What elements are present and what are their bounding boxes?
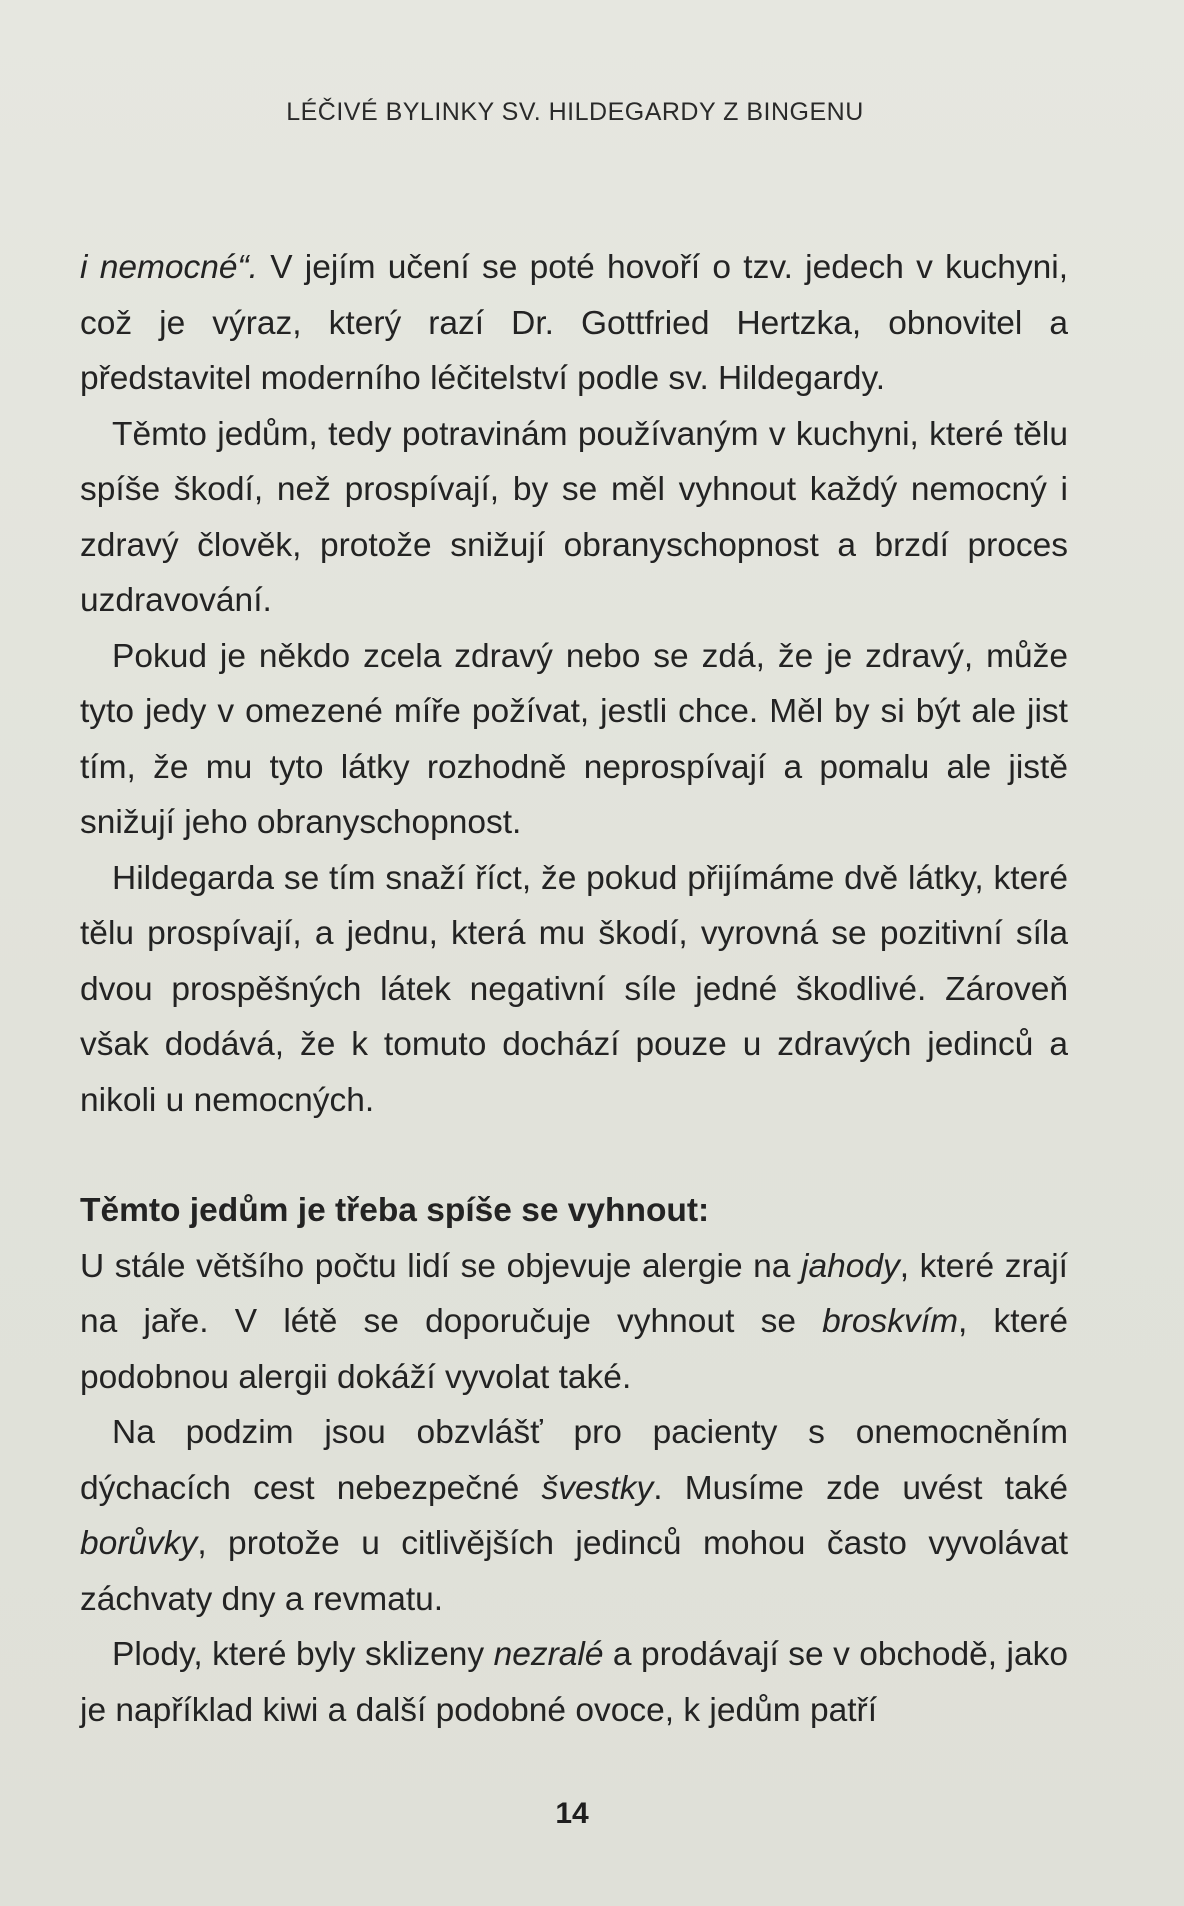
paragraph-3 <box>80 629 1068 851</box>
text-run: Pokud je někdo zcela zdravý nebo se zdá, že je zdravý, může tyto jedy v omezené míře požívat, jestli chce. Měl by si být ale jist tím, že mu tyto látky rozhodně neprospívají a pomalu ale jistě snižují jeho obranyschopnost. <box>80 637 1068 841</box>
italic-run: i nemocné“. <box>80 249 258 286</box>
italic-run: broskvím <box>822 1303 959 1340</box>
paragraph-4 <box>80 851 1068 1129</box>
text-run: . Musíme zde uvést také <box>653 1469 1068 1507</box>
paragraph-7 <box>80 1627 1068 1738</box>
text-run: Plody, které byly sklizeny <box>112 1636 494 1673</box>
italic-run: nezralé <box>493 1636 604 1673</box>
text-run: , které podobnou alergii dokáží vyvolat také. <box>80 1303 1068 1396</box>
paragraph-1 <box>80 240 1068 407</box>
text-run: Těmto jedům, tedy potravinám používaným v kuchyni, které tělu spíše škodí, než prospívají, by se měl vyhnout každý nemocný i zdravý člověk, protože snižují obranyschopnost a brzdí proces uzdravování. <box>80 415 1068 619</box>
italic-run: jahody <box>801 1247 900 1285</box>
heading-text: Těmto jedům je třeba spíše se vyhnout: <box>80 1192 710 1229</box>
text-run: Hildegarda se tím snaží říct, že pokud přijímáme dvě látky, které tělu prospívají, a jednu, která mu škodí, vyrovná se pozitivní síla dvou prospěšných látek negativní síle jedné škodlivé. Zároveň však dodává, že k tomuto dochází pouze u zdravých jedinců a nikoli u nemocných. <box>80 859 1068 1119</box>
page-number: 14 <box>555 1797 589 1830</box>
text-run: , které zrají na jaře. V létě se doporučuje vyhnout se <box>80 1247 1068 1340</box>
section-heading <box>80 1183 1068 1239</box>
paragraph-2 <box>80 407 1068 629</box>
text-run: a prodávají se v obchodě, jako je například kiwi a další podobné ovoce, k jedům patří <box>80 1636 1069 1729</box>
italic-run: švestky <box>541 1469 654 1507</box>
text-run: , protože u citlivějších jedinců mohou často vyvolávat záchvaty dny a revmatu. <box>80 1525 1068 1618</box>
paragraph-6 <box>80 1405 1068 1627</box>
body-text <box>80 240 1068 1738</box>
running-header: LÉČIVÉ BYLINKY SV. HILDEGARDY Z BINGENU <box>286 98 864 126</box>
italic-run: borůvky <box>80 1525 198 1562</box>
paragraph-5 <box>80 1239 1068 1406</box>
text-run: Na podzim jsou obzvlášť pro pacienty s onemocněním dýchacích cest nebezpečné <box>80 1414 1068 1507</box>
text-run: U stále většího počtu lidí se objevuje alergie na <box>80 1247 802 1285</box>
text-run: V jejím učení se poté hovoří o tzv. jedech v kuchyni, což je výraz, který razí Dr. Gottfried Hertzka, obnovitel a představitel moderního léčitelství podle sv. Hildegardy. <box>80 249 1068 397</box>
